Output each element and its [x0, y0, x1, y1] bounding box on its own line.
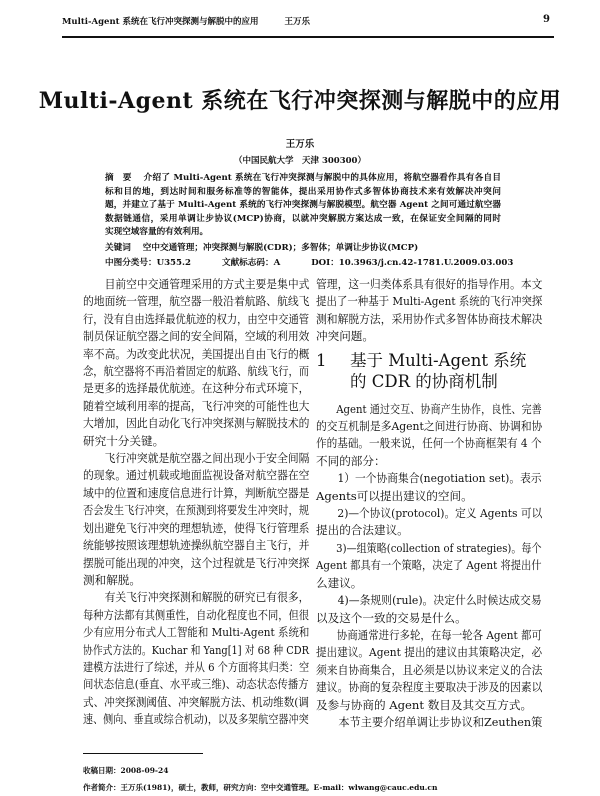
text-line: 目前空中交通管理采用的方式主要是集中式	[104, 277, 310, 291]
text-line: Agent 都具有一个策略，决定了 Agent 将提出什	[316, 558, 542, 573]
text-line: 作的基础。一般来说，任何一个协商框架有 4 个	[316, 436, 542, 451]
doc-code: A	[273, 258, 281, 268]
running-header-title: Multi-Agent 系统在飞行冲突探测与解脱中的应用	[62, 17, 259, 27]
text-line: 1）一个协商集合(negotiation set)。表示	[337, 471, 542, 486]
section-title: 基于 Multi-Agent 系统的 CDR 的协商机制	[350, 350, 527, 391]
paragraph	[316, 627, 542, 714]
author-bio: 作者简介：王万乐(1981)，硕士，教师，研究方向：空中交通管理。E-mail：wlwang@cauc.edu.cn	[83, 783, 438, 792]
text-line: Agents可以提出建议的空间。	[316, 488, 473, 503]
right-column	[316, 276, 542, 731]
footnote-rule	[83, 753, 203, 754]
text-line: 管理，这一归类体系具有很好的指导作用。本文	[316, 277, 543, 291]
text-line: 飞行冲突就是航空器之间出现小于安全间隔	[104, 451, 310, 466]
paragraph	[316, 470, 542, 505]
text-line: Agent 通过交互、协商产生协作，良性、完善	[336, 401, 542, 416]
running-header	[62, 15, 554, 29]
text-line: 2)—个协议(protocol)。定义 Agents 可以	[337, 506, 543, 521]
text-line: 速、侧向、垂直或综合机动)，以及多架航空器冲突	[83, 712, 309, 727]
abstract	[105, 172, 501, 240]
text-line: 须来自协商集合，且必须是以协议来定义的合法	[316, 662, 543, 677]
text-line: 划出避免飞行冲突的理想轨迹，使得飞行管理系	[83, 520, 310, 535]
text-line: 研究十分关键。	[83, 433, 165, 448]
paragraph	[316, 540, 542, 592]
text-line: 每种方法都有其侧重性，自动化程度也不同，但很	[83, 607, 310, 622]
paragraph	[83, 589, 309, 728]
paragraph	[316, 401, 542, 471]
paragraph	[316, 592, 542, 627]
received-date: 收稿日期：2008-09-24	[83, 766, 169, 775]
text-line: 建议。协商的复杂程度主要取决于涉及的因素以	[316, 680, 543, 695]
abstract-line: 摘 要 介绍了 Multi-Agent 系统在飞行冲突探测与解脱中的具体应用，将航空器看作具有各自目	[105, 173, 501, 183]
clc-label: 中图分类号：	[105, 258, 157, 268]
classification-line	[105, 256, 525, 271]
text-line: 少有应用分布式人工智能和 Multi-Agent 系统和	[83, 625, 310, 640]
keywords-block	[105, 241, 525, 271]
text-line: 有关飞行冲突探测和解脱的研究已有很多，	[104, 590, 310, 605]
text-line: 随着空域利用率的提高，飞行冲突的可能性也大	[83, 398, 310, 413]
paper-title: Multi-Agent 系统在飞行冲突探测与解脱中的应用	[38, 88, 562, 114]
text-line: 建模方法进行了综述，并从 6 个方面将其归类：空	[83, 659, 310, 674]
paragraph	[316, 714, 542, 731]
paragraph	[316, 276, 542, 346]
text-line: 以及这个一致的交易是什么。	[316, 610, 467, 625]
text-line: 率不高。为改变此状况，美国提出自由飞行的概	[83, 346, 310, 361]
abstract-label: 摘 要	[105, 173, 132, 183]
text-line: 及参与协商的 Agent 数目及其交互方式。	[316, 697, 533, 712]
doi: 10.3963/j.cn.42-1781.U.2009.03.003	[338, 258, 514, 268]
doc-code-label: 文献标志码：	[221, 258, 274, 268]
abstract-line: 标和目的地，到达时间和服务标准等的智能体，提出采用协作式多智体协商技术来有效解决冲突问	[105, 186, 501, 197]
text-line: 域中的位置和速度信息进行计算，判断航空器是	[83, 485, 310, 500]
keywords-label: 关键词	[105, 243, 131, 253]
page-number: 9	[543, 14, 550, 25]
text-line: 提出的合法建议。	[316, 523, 409, 538]
paragraph	[83, 276, 309, 450]
abstract-line: 题，并建立了基于 Multi-Agent 系统的飞行冲突探测与解脱模型。航空器 Agent 之间可通过航空器	[105, 200, 501, 210]
paragraph	[316, 505, 542, 540]
text-line: 式、冲突探测阈值、冲突解脱方法、机动维数(调	[83, 694, 309, 709]
text-line: 摆脱可能出现的冲突，这个过程就是飞行冲突探	[83, 555, 310, 570]
author-affiliation: （中国民航大学 天津 300300）	[234, 156, 366, 166]
text-line: 4)—条规则(rule)。决定什么时候达成交易	[337, 593, 542, 608]
text-line: 统能够按照该理想轨迹操纵航空器自主飞行，并	[83, 538, 310, 553]
text-line: 3)—组策略(collection of strategies)。每个	[336, 540, 542, 555]
text-line: 不同的部分：	[316, 453, 386, 468]
text-line: 协作式方法的。Kuchar 和 Yang[1] 对 68 种 CDR	[83, 642, 309, 657]
text-line: 提出了一种基于 Multi-Agent 系统的飞行冲突探	[316, 294, 543, 309]
text-line: 间状态信息(垂直、水平或三维)、动态状态传播方	[83, 677, 309, 692]
clc-code: U355.2	[156, 258, 191, 268]
text-line: 制员保证航空器之间的安全间隔，空域的利用效	[83, 329, 310, 344]
text-line: 的地面统一管理，航空器一般沿着航路、航线飞	[83, 294, 310, 309]
text-line: 的现象。通过机载或地面监视设备对航空器在空	[83, 468, 310, 483]
text-line: 否会发生飞行冲突，在预测到将要发生冲突时，规	[83, 503, 310, 518]
section-heading	[316, 350, 542, 392]
section-number: 1	[316, 350, 327, 370]
text-line: 么建议。	[316, 575, 363, 590]
text-line: 念，航空器将不再沿着固定的航路、航线飞行，而	[83, 364, 310, 379]
text-line: 大增加，因此自动化飞行冲突探测与解脱技术的	[83, 416, 310, 431]
paper-author: 王万乐	[285, 139, 315, 150]
abstract-line: 数据链通信，采用单调让步协议(MCP)协商，以就冲突解脱方案达成一致，在保证安全间隔的同时	[105, 213, 501, 224]
text-line: 测和解脱方法，采用协作式多智体协商技术解决	[316, 311, 543, 326]
text-line: 协商通常进行多轮，在每一轮各 Agent 都可	[336, 627, 542, 642]
text-line: 本节主要介绍单调让步协议和Zeuthen策	[338, 714, 543, 729]
left-column	[83, 276, 309, 729]
text-line: 是更多的选择最优航迹。在这种分布式环境下，	[83, 381, 310, 396]
text-line: 冲突问题。	[316, 329, 374, 344]
text-line: 的交互机制是多Agent之间进行协商、协调和协	[316, 419, 543, 434]
text-line: 测和解脱。	[83, 572, 141, 587]
paragraph	[83, 450, 309, 589]
keywords-text: 空中交通管理；冲突探测与解脱(CDR)；多智体；单调让步协议(MCP)	[142, 243, 419, 253]
abstract-line: 实现空域容量的有效利用。	[105, 227, 209, 237]
text-line: 提出建议。Agent 提出的建议由其策略决定，必	[316, 645, 543, 660]
header-rule	[62, 36, 554, 38]
text-line: 行，没有自由选择最优航迹的权力，由空中交通管	[83, 311, 310, 326]
running-header-author: 王万乐	[284, 17, 311, 27]
doi-label: DOI：	[311, 258, 339, 268]
